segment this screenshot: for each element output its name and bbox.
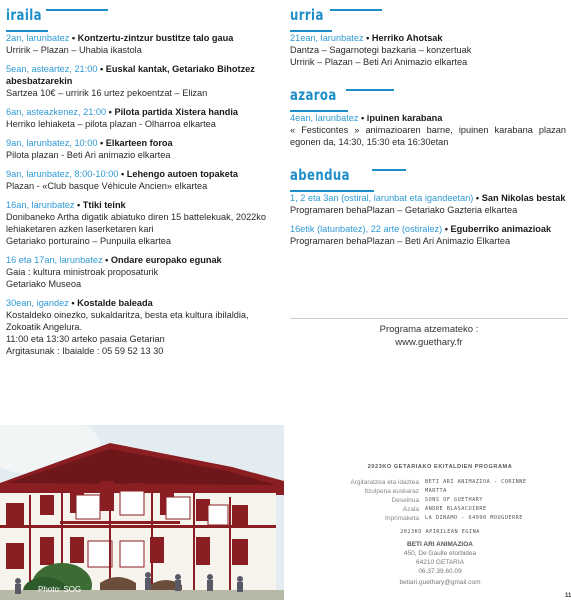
month-rule: [330, 9, 382, 11]
left-column: [6, 4, 276, 364]
month-rule: [346, 89, 394, 91]
event-description: Programaren behaPlazan – Getariako Gazteria elkartea: [290, 205, 518, 215]
event-description: « Festicontes » animazioaren barne, ipuinen karabana plazan egonen da, 14:30, 15:30 eta 16:30etan: [290, 125, 566, 147]
credit-label: Deseinua: [391, 497, 419, 504]
event-description: 11:00 eta 13:30 arteko pasaia Getarian: [6, 334, 165, 344]
event-date: 5ean, asteartez, 21:00: [6, 64, 98, 74]
event-date: 9an, larunbatez, 8:00-10:00: [6, 169, 119, 179]
month-underline: [6, 30, 48, 32]
event-date: 16an, larunbatez: [6, 200, 75, 210]
event-item: [6, 254, 276, 290]
event-date: 2an, larunbatez: [6, 33, 70, 43]
event-date: 6an, asteazkenez, 21:00: [6, 107, 107, 117]
event-heading: [290, 32, 566, 44]
event-title: Euskal kantak, Getariako Bihotzez abesbatzarekin: [6, 64, 255, 86]
credit-value: LA DINAMO - 64990 MOUGUERRE: [425, 515, 523, 521]
event-heading: [290, 112, 566, 124]
credit-label: Itzulpena euskaraz: [364, 488, 419, 495]
event-description: Gaia : kultura ministroak proposaturik: [6, 267, 159, 277]
credits-address1: 450, De Gaulle etorbidea: [403, 550, 477, 557]
month-header: [290, 164, 566, 192]
event-item: [6, 168, 276, 192]
credits-heading: 2023KO GETARIAKO EKITALDIEN PROGRAMA: [367, 464, 513, 470]
event-description: Herriko lehiaketa – pilota plazan - Olharroa elkartea: [6, 119, 216, 129]
credit-row: [300, 514, 550, 523]
event-description: Plazan - «Club basque Véhicule Ancien» elkartea: [6, 181, 208, 191]
month-title: urria: [290, 6, 324, 24]
event-title: Ttiki teink: [82, 200, 126, 210]
event-item: [290, 32, 566, 68]
credit-row: [300, 478, 550, 487]
event-separator: •: [106, 107, 115, 117]
event-item: [6, 106, 276, 130]
event-separator: •: [74, 200, 83, 210]
credit-row: [300, 505, 550, 514]
event-date: 21ean, larunbatez: [290, 33, 364, 43]
month-header: [6, 4, 276, 32]
event-description: Donibaneko Artha digatik abiatuko diren 15 battelekuak, 2022ko lehiaketaren azken laserketaren kari: [6, 212, 266, 234]
event-item: [6, 297, 276, 357]
event-title: Lehengo autoen topaketa: [126, 169, 239, 179]
event-separator: •: [69, 33, 78, 43]
event-item: [6, 63, 276, 99]
credits-address2: 64210 GETARIA: [416, 559, 464, 566]
event-title: San Nikolas bestak: [481, 193, 566, 203]
month-title: abendua: [290, 166, 350, 184]
credit-label: Azala: [402, 506, 419, 513]
credit-value: BETI ARI ANIMAZIOA - CORINNE: [425, 479, 527, 485]
house-photo: [0, 425, 284, 600]
event-description: Kostaldeko oinezko, sukaldaritza, besta eta kultura ibilaldia, Zokoatik Angelura.: [6, 310, 249, 332]
credit-label: Inprimaketa: [385, 515, 419, 522]
credit-label: Argitaratzea eta idaztea: [350, 479, 419, 486]
event-heading: [6, 63, 276, 87]
right-column: [290, 4, 566, 254]
event-title: Kostalde baleada: [77, 298, 153, 308]
event-heading: [6, 106, 276, 118]
event-title: ipuinen karabana: [366, 113, 443, 123]
month-header: [290, 4, 566, 32]
program-note-label: Programa atzemateko :: [379, 324, 479, 335]
event-date: 9an, larunbatez, 10:00: [6, 138, 98, 148]
event-description: Getariako porturaino – Punpuila elkartea: [6, 236, 171, 246]
event-separator: •: [473, 193, 482, 203]
event-heading: [6, 32, 276, 44]
event-separator: •: [442, 224, 451, 234]
event-date: 30ean, igandez: [6, 298, 69, 308]
credit-value: MARTTA: [425, 488, 447, 494]
event-heading: [290, 223, 566, 235]
event-separator: •: [97, 64, 106, 74]
event-separator: •: [97, 138, 106, 148]
event-item: [6, 199, 276, 247]
credit-row: [300, 487, 550, 496]
event-item: [290, 112, 566, 148]
month-title: iraila: [6, 6, 42, 24]
event-heading: [6, 137, 276, 149]
credit-value: ANDRE BLASACUIRRE: [425, 506, 487, 512]
event-title: Ondare europako egunak: [110, 255, 222, 265]
basque-house-illustration: [0, 425, 284, 600]
event-separator: •: [358, 113, 367, 123]
credits-rows: [300, 478, 550, 523]
event-heading: [6, 254, 276, 266]
divider: [290, 318, 568, 319]
event-title: Kontzertu-zintzur bustitze talo gaua: [77, 33, 234, 43]
credits-date: 2023KO APIRILEAN EGINA: [400, 529, 480, 535]
event-item: [6, 137, 276, 161]
month-rule: [46, 9, 108, 11]
event-heading: [6, 297, 276, 309]
event-title: Herriko Ahotsak: [371, 33, 443, 43]
month-header: [290, 84, 566, 112]
photo-credit: Photo: SOG: [38, 585, 82, 594]
program-website-link[interactable]: www.guethary.fr: [395, 337, 463, 348]
event-separator: •: [68, 298, 78, 308]
event-title: Eguberriko animazioak: [450, 224, 552, 234]
month-underline: [290, 30, 332, 32]
credits-phone: 06.37.39.60.09: [418, 568, 462, 575]
event-heading: [6, 168, 276, 180]
event-description: Dantza – Sagarnotegi bazkaria – konzertuak: [290, 45, 472, 55]
event-description: Urririk – Plazan – Beti Ari Animazio elkartea: [290, 57, 468, 67]
event-date: 16 eta 17an, larunbatez: [6, 255, 103, 265]
credit-row: [300, 496, 550, 505]
event-description: Sartzea 10€ – urririk 16 urtez pekoentzat – Elizan: [6, 88, 208, 98]
event-item: [6, 32, 276, 56]
event-item: [290, 192, 566, 216]
event-separator: •: [118, 169, 127, 179]
event-date: 16etik (latunbatez), 22 arte (ostiralez): [290, 224, 443, 234]
event-separator: •: [363, 33, 372, 43]
month-rule: [372, 169, 406, 171]
event-item: [290, 223, 566, 247]
month-title: azaroa: [290, 86, 337, 104]
event-title: Pilota partida Xistera handia: [114, 107, 239, 117]
event-title: Elkarteen foroa: [105, 138, 173, 148]
event-heading: [290, 192, 566, 204]
month-underline: [290, 110, 348, 112]
month-underline: [290, 190, 374, 192]
event-description: Getariako Museoa: [6, 279, 82, 289]
credit-value: SONS OF GUETHARY: [425, 497, 483, 503]
event-heading: [6, 199, 276, 211]
event-date: 4ean, larunbatez: [290, 113, 359, 123]
credits-email[interactable]: betiari.guethary@gmail.com: [399, 579, 481, 586]
event-date: 1, 2 eta 3an (ostiral, larunbat eta igandeetan): [290, 193, 474, 203]
event-description: Argitasunak : Ibaialde : 05 59 52 13 30: [6, 346, 164, 356]
event-description: Pilota plazan - Beti Ari animazio elkartea: [6, 150, 171, 160]
page-number: 11: [565, 593, 571, 599]
credits-block: [300, 463, 550, 587]
program-note: [290, 323, 568, 349]
event-description: Programaren behaPlazan – Beti Ari Animazio Elkartea: [290, 236, 511, 246]
event-separator: •: [102, 255, 111, 265]
credits-org: BETI ARI ANIMAZIOA: [407, 541, 473, 548]
event-description: Urririk – Plazan – Uhabia ikastola: [6, 45, 142, 55]
